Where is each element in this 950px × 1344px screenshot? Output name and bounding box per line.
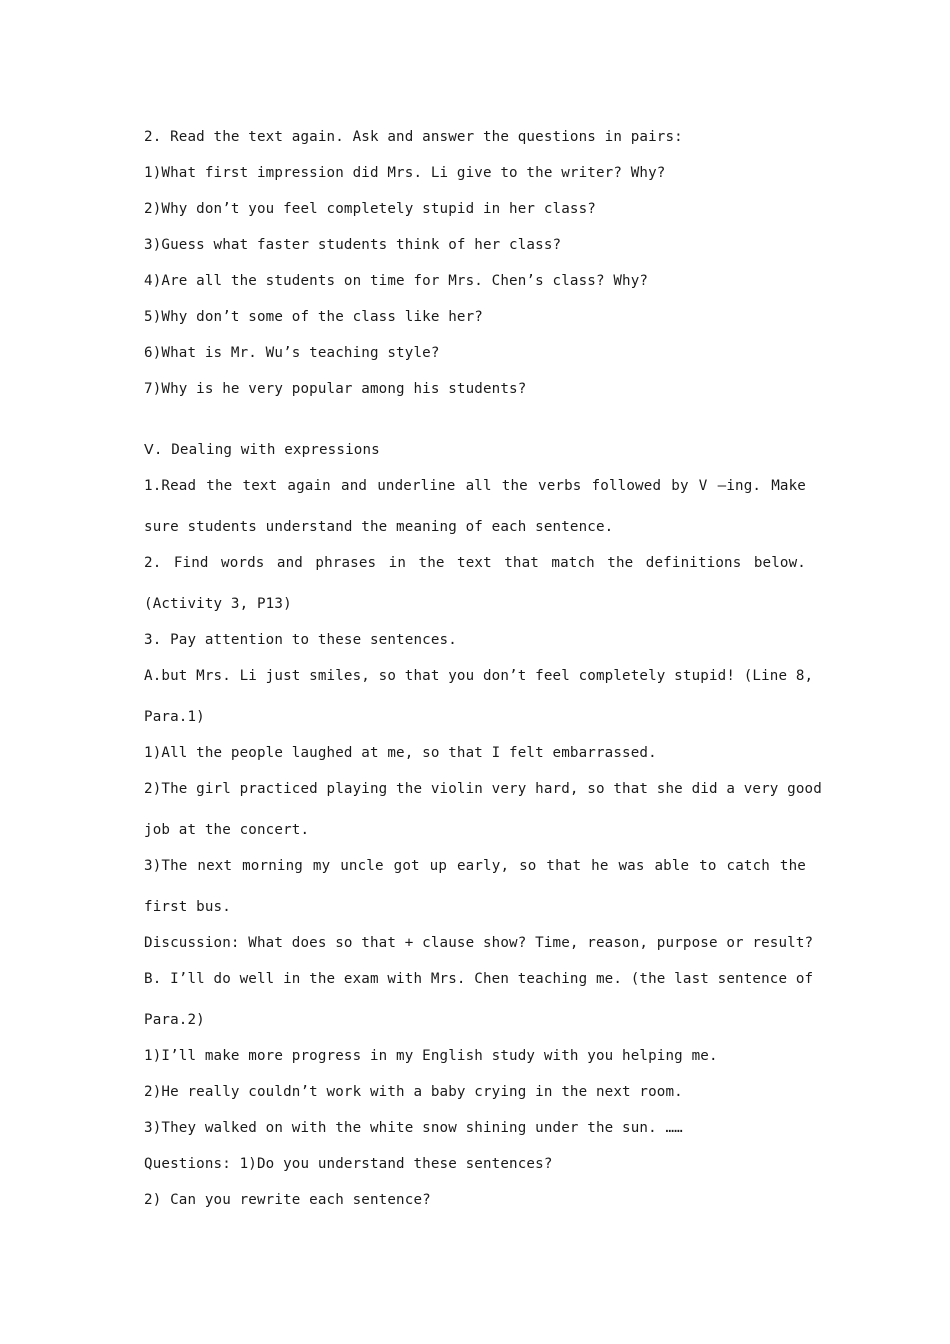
example-b-sentence-2: 2)He really couldn’t work with a baby crying in the next room. bbox=[144, 1084, 683, 1100]
example-b-sentence-3: 3)They walked on with the white snow shining under the sun. …… bbox=[144, 1120, 683, 1136]
example-a-line-1: A.but Mrs. Li just smiles, so that you don’t feel completely stupid! (Line 8, bbox=[144, 668, 814, 684]
question-3: 3)Guess what faster students think of her class? bbox=[144, 237, 562, 253]
section-v-heading: Ⅴ. Dealing with expressions bbox=[144, 442, 380, 458]
questions-line-2: 2) Can you rewrite each sentence? bbox=[144, 1192, 431, 1208]
question-5: 5)Why don’t some of the class like her? bbox=[144, 309, 483, 325]
example-a-sentence-1: 1)All the people laughed at me, so that I felt embarrassed. bbox=[144, 745, 657, 761]
question-4: 4)Are all the students on time for Mrs. Chen’s class? Why? bbox=[144, 273, 649, 289]
item-1-line-1: 1.Read the text again and underline all the verbs followed by V –ing. Make bbox=[144, 478, 806, 494]
example-a-sentence-3-line-2: first bus. bbox=[144, 899, 231, 915]
item-3: 3. Pay attention to these sentences. bbox=[144, 632, 457, 648]
item-2-line-2: (Activity 3, P13) bbox=[144, 596, 292, 612]
example-b-line-2: Para.2) bbox=[144, 1012, 205, 1028]
example-a-sentence-2-line-1: 2)The girl practiced playing the violin very hard, so that she did a very good bbox=[144, 781, 822, 797]
question-1: 1)What first impression did Mrs. Li give to the writer? Why? bbox=[144, 165, 666, 181]
item-1-line-2: sure students understand the meaning of each sentence. bbox=[144, 519, 614, 535]
discussion-question: Discussion: What does so that + clause show? Time, reason, purpose or result? bbox=[144, 935, 814, 951]
item-2-line-1: 2. Find words and phrases in the text that match the definitions below. bbox=[144, 555, 806, 571]
question-6: 6)What is Mr. Wu’s teaching style? bbox=[144, 345, 440, 361]
example-b-line-1: B. I’ll do well in the exam with Mrs. Chen teaching me. (the last sentence of bbox=[144, 971, 814, 987]
example-b-sentence-1: 1)I’ll make more progress in my English study with you helping me. bbox=[144, 1048, 718, 1064]
question-2: 2)Why don’t you feel completely stupid in her class? bbox=[144, 201, 596, 217]
example-a-sentence-2-line-2: job at the concert. bbox=[144, 822, 310, 838]
example-a-sentence-3-line-1: 3)The next morning my uncle got up early, so that he was able to catch the bbox=[144, 858, 806, 874]
question-7: 7)Why is he very popular among his students? bbox=[144, 381, 527, 397]
questions-line-1: Questions: 1)Do you understand these sentences? bbox=[144, 1156, 553, 1172]
example-a-line-2: Para.1) bbox=[144, 709, 205, 725]
pairs-instruction: 2. Read the text again. Ask and answer the questions in pairs: bbox=[144, 129, 683, 145]
